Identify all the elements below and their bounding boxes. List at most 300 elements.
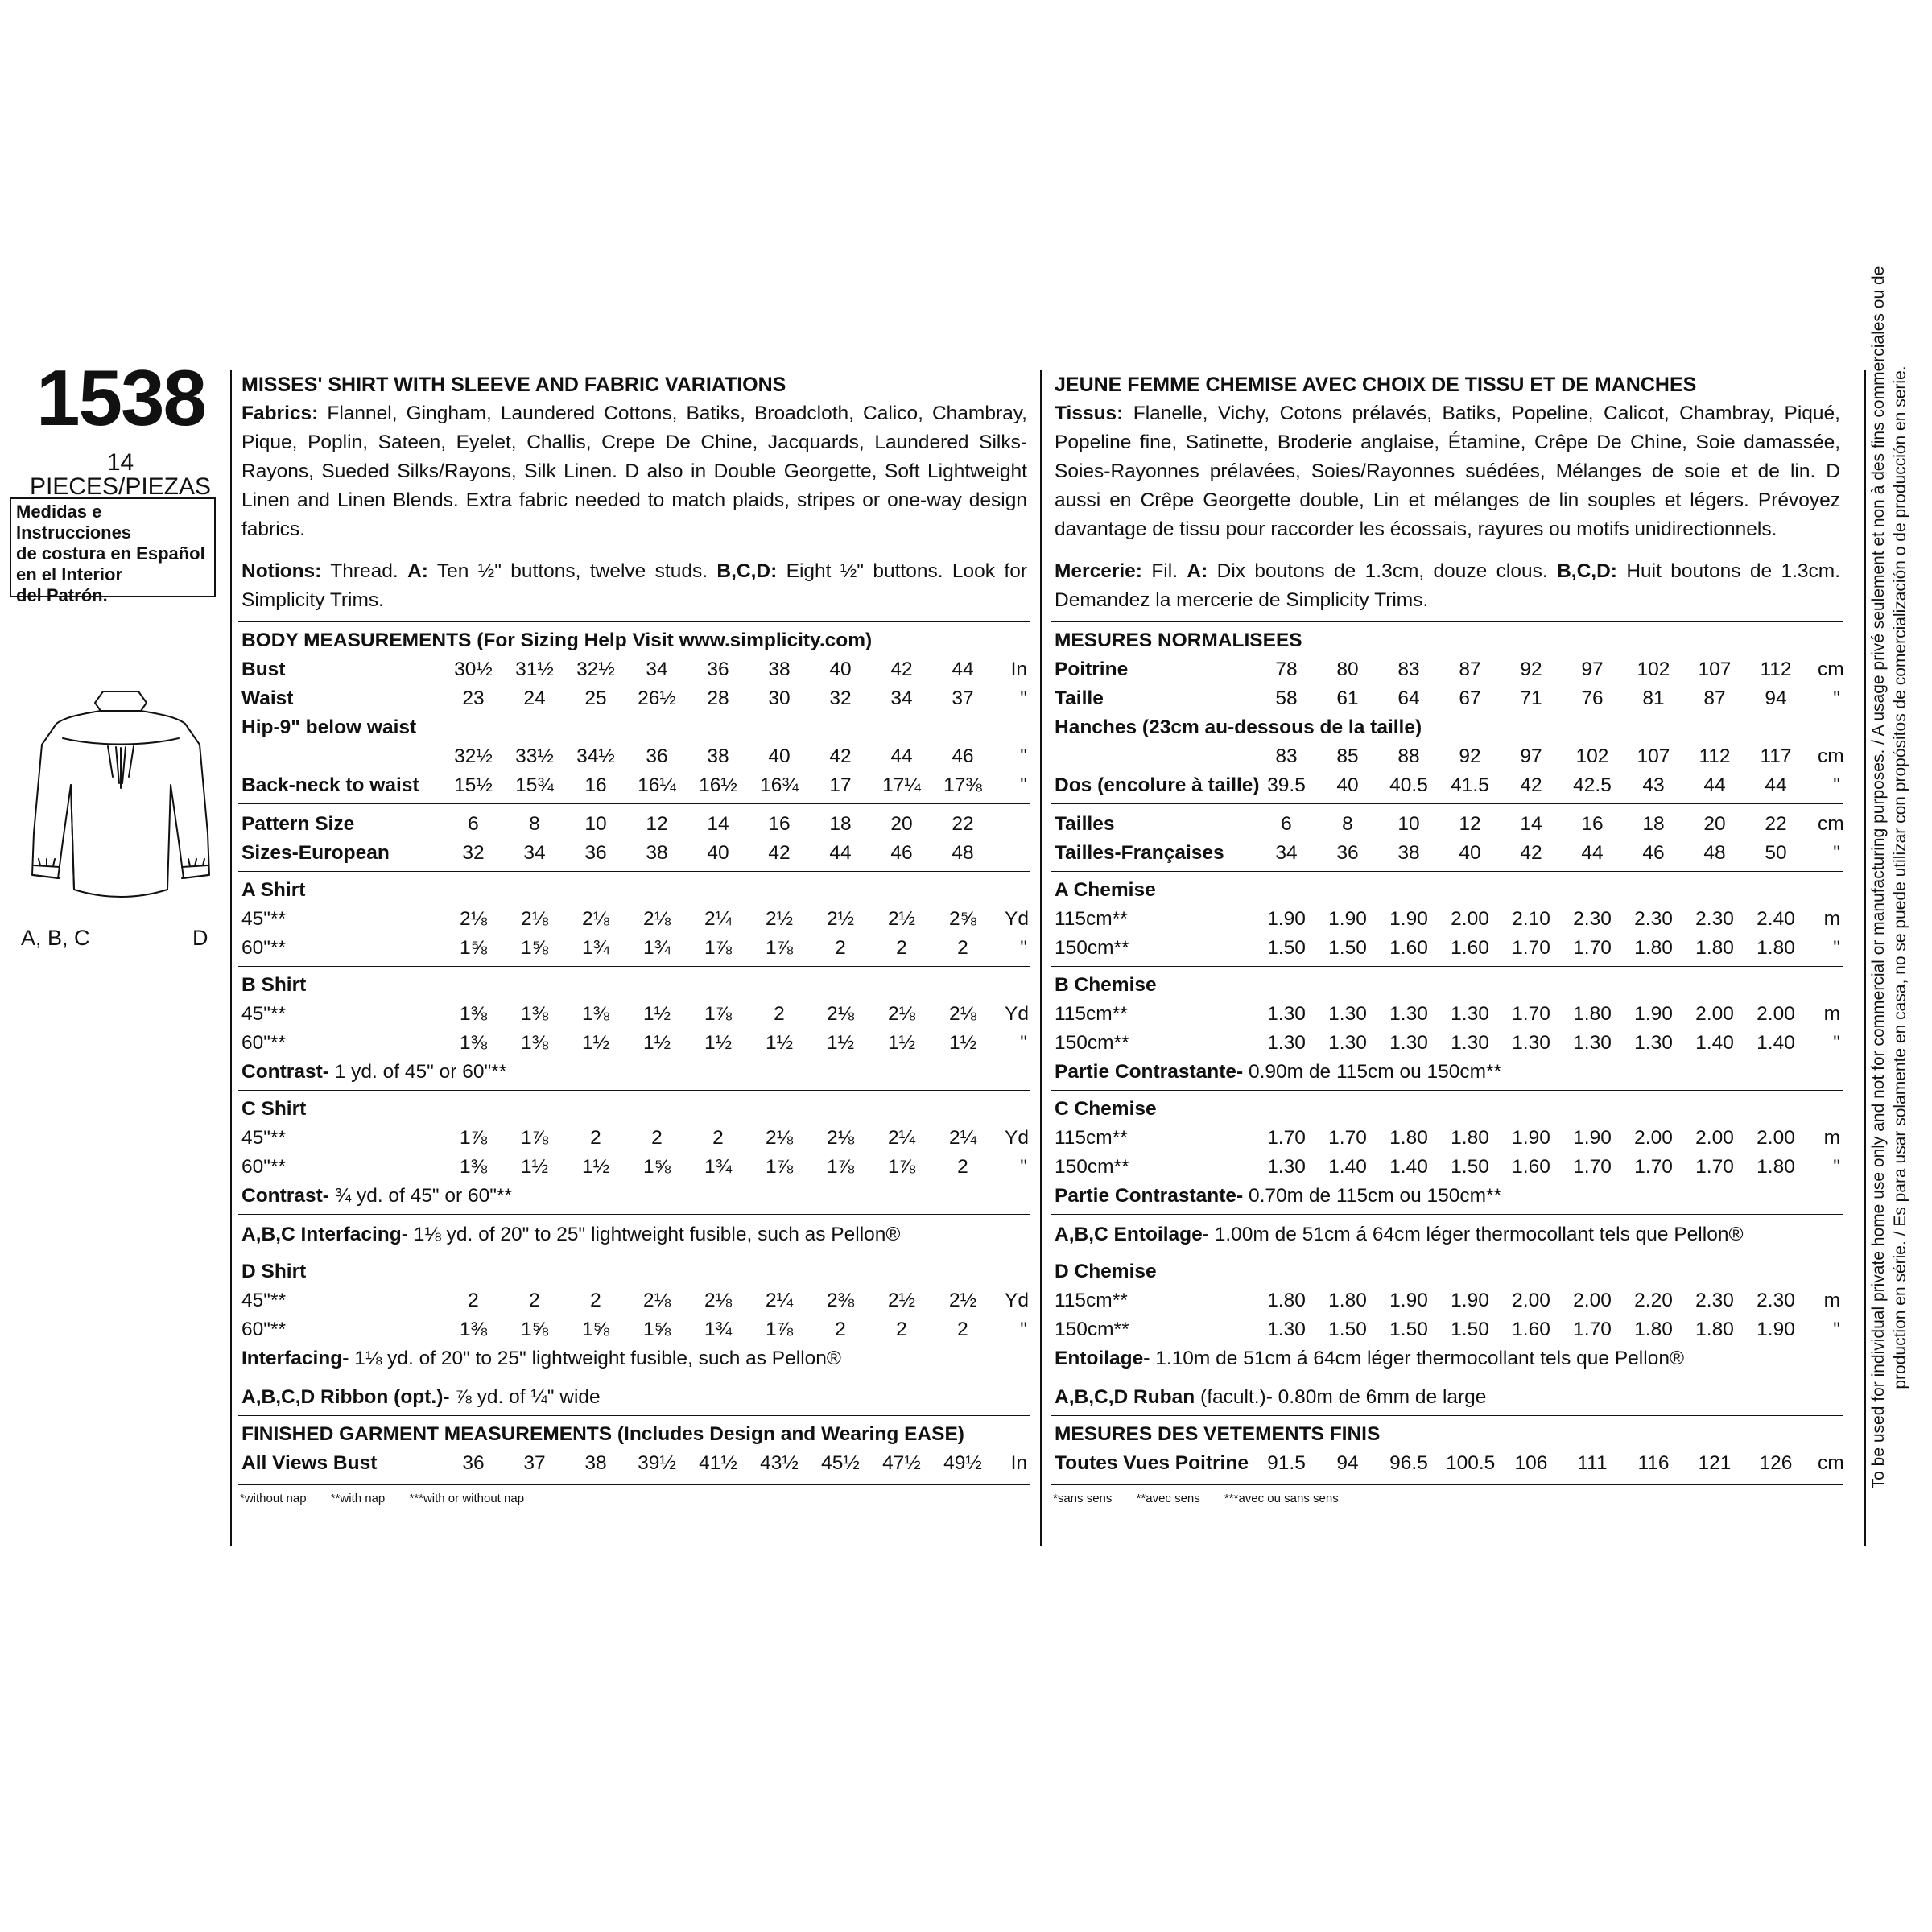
size-value-cell: 1⅝ [520, 1319, 549, 1340]
size-value-cell: 2.00 [1634, 1127, 1673, 1149]
size-value-cell: 1.30 [1267, 1032, 1306, 1054]
waist-row [1051, 684, 1843, 713]
row-label: Waist [242, 687, 294, 709]
size-value-cell: 1⅞ [765, 1319, 794, 1340]
interfacing-text: 1.10m de 51cm á 64cm léger thermocollant tels que Pellon® [1155, 1348, 1684, 1369]
size-value-cell: 43 [1642, 774, 1665, 796]
unit-label: " [1833, 937, 1840, 959]
size-value-cell: 2 [590, 1290, 601, 1311]
unit-label: In [1010, 658, 1027, 680]
size-value-cell: 2 [590, 1127, 601, 1149]
size-value-cell: 1.50 [1451, 1319, 1489, 1340]
size-value-cell: 2.00 [1757, 1003, 1795, 1025]
row-label: 60"** [242, 937, 287, 959]
size-value-cell: 1¾ [642, 937, 671, 959]
size-value-cell: 22 [1765, 813, 1787, 835]
contrast-label: Partie Contrastante- [1055, 1061, 1244, 1083]
size-value-cell: 1⅞ [765, 1156, 794, 1178]
size-value-cell: 14 [1520, 813, 1542, 835]
size-value-cell: 87 [1703, 687, 1726, 709]
size-value-cell: 36 [584, 842, 607, 864]
size-value-cell: 58 [1275, 687, 1298, 709]
yardage-row [1051, 1124, 1843, 1153]
size-value-cell: 2.00 [1695, 1003, 1734, 1025]
size-value-cell: 36 [1336, 842, 1359, 864]
size-value-cell: 1.80 [1389, 1127, 1428, 1149]
size-value-cell: 1.30 [1267, 1003, 1306, 1025]
size-value-cell: 41.5 [1451, 774, 1489, 796]
size-value-cell: 1⅝ [642, 1156, 671, 1178]
unit-label: " [1020, 1319, 1027, 1340]
section-divider [1051, 1415, 1843, 1416]
size-value-cell: 1.90 [1512, 1127, 1550, 1149]
size-value-cell: 2 [896, 1319, 907, 1340]
section-divider [1051, 1090, 1843, 1091]
size-value-cell: 2 [774, 1003, 785, 1025]
size-value-cell: 2 [896, 937, 907, 959]
size-value-cell: 20 [1703, 813, 1726, 835]
size-value-cell: 1.70 [1573, 937, 1612, 959]
contrast-note [1055, 1058, 1501, 1087]
fabrics-label: Fabrics: [242, 402, 319, 424]
notions-text: Fil. [1151, 560, 1179, 582]
unit-label: m [1823, 1003, 1840, 1025]
bust-row [238, 655, 1030, 684]
spanish-instructions-note [10, 497, 216, 605]
view-a-marker: A: [407, 560, 428, 582]
size-value-cell: 87 [1459, 658, 1481, 680]
notions-text: Eight ½" buttons. Look for Simplicity Trims. [242, 560, 1027, 611]
size-value-cell: 1⅝ [581, 1319, 610, 1340]
unit-label: Yd [1005, 1290, 1029, 1311]
size-value-cell: 64 [1397, 687, 1420, 709]
yardage-row [238, 934, 1030, 963]
size-value-cell: 92 [1459, 745, 1481, 767]
notions-paragraph [1055, 557, 1840, 615]
size-value-cell: 28 [707, 687, 729, 709]
size-value-cell: 32 [462, 842, 485, 864]
size-value-cell: 50 [1765, 842, 1787, 864]
size-value-cell: 1.60 [1512, 1156, 1550, 1178]
size-value-cell: 2 [468, 1290, 479, 1311]
row-label: Taille [1055, 687, 1104, 709]
size-value-cell: 1.80 [1695, 1319, 1734, 1340]
size-value-cell: 38 [646, 842, 668, 864]
yardage-row [238, 1029, 1030, 1058]
size-value-cell: 1.80 [1757, 937, 1795, 959]
view-d-heading: D Chemise [1055, 1261, 1157, 1282]
size-value-cell: 2½ [887, 1290, 916, 1311]
size-value-cell: 2⅛ [948, 1003, 977, 1025]
hip-label: Hanches (23cm au-dessous de la taille) [1055, 716, 1422, 738]
size-value-cell: 1.90 [1573, 1127, 1612, 1149]
size-value-cell: 42 [1520, 774, 1542, 796]
yardage-row [1051, 1286, 1843, 1315]
fabrics-paragraph [1055, 399, 1840, 544]
ribbon-text: (facult.)- 0.80m de 6mm de large [1200, 1386, 1487, 1408]
spanish-note-line: de costura en Español [16, 543, 205, 564]
size-value-cell: 2⅛ [642, 908, 671, 930]
size-value-cell: 1½ [887, 1032, 916, 1054]
size-value-cell: 2.10 [1512, 908, 1550, 930]
section-divider [238, 1484, 1030, 1485]
size-value-cell: 97 [1520, 745, 1542, 767]
size-value-cell: 1.30 [1573, 1032, 1612, 1054]
size-value-cell: 48 [952, 842, 974, 864]
yardage-row [1051, 905, 1843, 934]
section-divider [238, 871, 1030, 872]
size-value-cell: 1⅞ [520, 1127, 549, 1149]
size-value-cell: 40 [707, 842, 729, 864]
size-value-cell: 1.80 [1695, 937, 1734, 959]
section-divider [238, 966, 1030, 967]
section-divider [1051, 621, 1843, 622]
size-value-cell: 1.30 [1512, 1032, 1550, 1054]
row-label: 60"** [242, 1319, 287, 1340]
row-label: Tailles [1055, 813, 1115, 835]
usage-disclaimer: To be used for individual private home use only and not for commercial or manufacturing purposes. / A usage privé seulement et non à des fins commerciales ou de production en série. / Es para usar solamente en casa, no se puede utilizar con propósitos de comercialización o de producción en serie. [1869, 266, 1909, 1489]
size-value-cell: 112 [1760, 658, 1792, 680]
unit-label: " [1020, 687, 1027, 709]
size-value-cell: 1.80 [1634, 937, 1673, 959]
size-value-cell: 1⅜ [520, 1003, 549, 1025]
row-label: 150cm** [1055, 1319, 1129, 1340]
size-value-cell: 1.50 [1267, 937, 1306, 959]
row-label: 150cm** [1055, 1032, 1129, 1054]
size-value-cell: 44 [890, 745, 913, 767]
body-measurements-heading: BODY MEASUREMENTS (For Sizing Help Visit www.simplicity.com) [242, 630, 873, 651]
size-value-cell: 34 [646, 658, 668, 680]
back-neck-row [1051, 771, 1843, 800]
size-value-cell: 22 [952, 813, 974, 835]
size-value-cell: 2½ [948, 1290, 977, 1311]
size-value-cell: 36 [462, 1452, 485, 1474]
size-value-cell: 1½ [520, 1156, 549, 1178]
notions-paragraph [242, 557, 1027, 615]
notions-text: Dix boutons de 1.3cm, douze clous. [1216, 560, 1548, 582]
section-divider [1051, 803, 1843, 804]
row-label: Dos (encolure à taille) [1055, 774, 1260, 796]
size-value-cell: 48 [1703, 842, 1726, 864]
size-value-cell: 16¼ [638, 774, 676, 796]
size-value-cell: 36 [646, 745, 668, 767]
row-label: 60"** [242, 1032, 287, 1054]
size-value-cell: 34 [890, 687, 913, 709]
size-value-cell: 40.5 [1389, 774, 1428, 796]
size-value-cell: 37 [952, 687, 974, 709]
notions-label: Notions: [242, 560, 322, 582]
english-title: MISSES' SHIRT WITH SLEEVE AND FABRIC VARIATIONS [242, 374, 786, 396]
yardage-row [238, 1315, 1030, 1344]
view-b-heading: B Shirt [242, 974, 307, 996]
size-value-cell: 1.60 [1512, 1319, 1550, 1340]
view-d-heading: D Shirt [242, 1261, 307, 1282]
unit-label: " [1833, 1319, 1840, 1340]
size-value-cell: 2⅛ [765, 1127, 794, 1149]
size-value-cell: 126 [1759, 1452, 1793, 1474]
unit-label: " [1020, 1032, 1027, 1054]
interfacing-note [1055, 1220, 1744, 1249]
size-value-cell: 2.00 [1573, 1290, 1612, 1311]
yardage-row [238, 905, 1030, 934]
contrast-label: Contrast- [242, 1185, 329, 1207]
row-label: 45"** [242, 1290, 287, 1311]
row-label: 115cm** [1055, 1127, 1128, 1149]
size-value-cell: 1.50 [1328, 937, 1367, 959]
size-value-cell: 1.70 [1328, 1127, 1367, 1149]
size-value-cell: 37 [523, 1452, 546, 1474]
size-value-cell: 1⅜ [459, 1156, 488, 1178]
size-value-cell: 1.80 [1451, 1127, 1489, 1149]
size-value-cell: 1.90 [1757, 1319, 1795, 1340]
size-value-cell: 44 [1703, 774, 1726, 796]
row-label: 115cm** [1055, 1003, 1128, 1025]
section-divider [238, 1415, 1030, 1416]
size-value-cell: 36 [707, 658, 729, 680]
unit-label: cm [1818, 1452, 1844, 1474]
view-bcd-marker: B,C,D: [716, 560, 778, 582]
hip-row [238, 742, 1030, 771]
size-value-cell: 76 [1581, 687, 1604, 709]
size-value-cell: 106 [1514, 1452, 1548, 1474]
size-value-cell: 1.50 [1328, 1319, 1367, 1340]
size-value-cell: 102 [1575, 745, 1609, 767]
size-value-cell: 2⅛ [642, 1290, 671, 1311]
size-value-cell: 42.5 [1573, 774, 1612, 796]
row-label: Toutes Vues Poitrine [1055, 1452, 1249, 1474]
footnote: ***with or without nap [409, 1492, 525, 1505]
size-value-cell: 2 [835, 1319, 846, 1340]
row-label: Tailles-Françaises [1055, 842, 1224, 864]
size-value-cell: 100.5 [1446, 1452, 1496, 1474]
size-value-cell: 107 [1698, 658, 1732, 680]
size-value-cell: 2⅛ [520, 908, 549, 930]
view-label-d: D [192, 926, 208, 950]
size-value-cell: 1.40 [1389, 1156, 1428, 1178]
size-value-cell: 2¼ [765, 1290, 794, 1311]
size-value-cell: 1½ [642, 1003, 671, 1025]
contrast-label: Contrast- [242, 1061, 329, 1083]
notions-text: Ten ½" buttons, twelve studs. [436, 560, 708, 582]
size-value-cell: 30½ [454, 658, 493, 680]
size-value-cell: 1¾ [581, 937, 610, 959]
size-value-cell: 2¼ [948, 1127, 977, 1149]
size-value-cell: 1½ [948, 1032, 977, 1054]
size-value-cell: 44 [952, 658, 974, 680]
yardage-row [1051, 934, 1843, 963]
bust-row [1051, 655, 1843, 684]
size-value-cell: 1½ [642, 1032, 671, 1054]
row-label: Back-neck to waist [242, 774, 419, 796]
size-value-cell: 112 [1699, 745, 1731, 767]
size-value-cell: 2⅛ [826, 1127, 855, 1149]
size-value-cell: 47½ [882, 1452, 921, 1474]
section-divider [1051, 871, 1843, 872]
yardage-row [238, 1153, 1030, 1182]
yardage-row [238, 1000, 1030, 1029]
size-value-cell: 1⅜ [459, 1032, 488, 1054]
size-value-cell: 1⅞ [765, 937, 794, 959]
size-value-cell: 2 [957, 1156, 968, 1178]
hip-row [1051, 742, 1843, 771]
size-value-cell: 2 [529, 1290, 540, 1311]
size-value-cell: 1.30 [1328, 1032, 1367, 1054]
size-value-cell: 81 [1642, 687, 1665, 709]
size-value-cell: 46 [890, 842, 913, 864]
interfacing-note [242, 1344, 841, 1373]
size-value-cell: 61 [1336, 687, 1359, 709]
size-value-cell: 1.70 [1573, 1319, 1612, 1340]
size-value-cell: 40 [1336, 774, 1359, 796]
size-value-cell: 17⅜ [943, 774, 982, 796]
contrast-text: 1 yd. of 45" or 60"** [334, 1061, 507, 1083]
size-value-cell: 2.30 [1695, 908, 1734, 930]
size-value-cell: 1.30 [1389, 1003, 1428, 1025]
size-value-cell: 16 [768, 813, 791, 835]
ribbon-label: A,B,C,D Ribbon (opt.)- [242, 1386, 450, 1408]
view-label-abc: A, B, C [21, 926, 90, 950]
fabrics-text: Flannel, Gingham, Laundered Cottons, Batiks, Broadcloth, Calico, Chambray, Pique, Poplin, Sateen, Eyelet, Challis, Crepe De Chine, Jacquards, Laundered Silks-Rayons, Sueded Silks/Rayons, Silk Linen. D also in Double Georgette, Soft Lightweight Linen and Linen Blends. Extra fabric needed to match plaids, stripes or one-way design fabrics. [242, 402, 1027, 540]
ribbon-note [1055, 1383, 1486, 1412]
size-value-cell: 94 [1336, 1452, 1359, 1474]
ribbon-text: ⅞ yd. of ¼" wide [455, 1386, 601, 1408]
size-value-cell: 1½ [704, 1032, 733, 1054]
size-value-cell: 1.70 [1634, 1156, 1673, 1178]
size-value-cell: 1⅞ [704, 1003, 733, 1025]
size-value-cell: 33½ [515, 745, 554, 767]
size-value-cell: 41½ [699, 1452, 737, 1474]
size-value-cell: 83 [1275, 745, 1298, 767]
size-value-cell: 116 [1637, 1452, 1670, 1474]
size-value-cell: 2⅛ [826, 1003, 855, 1025]
section-divider [238, 1214, 1030, 1215]
size-value-cell: 2¼ [887, 1127, 916, 1149]
yardage-row [1051, 1153, 1843, 1182]
size-value-cell: 24 [523, 687, 546, 709]
size-value-cell: 17¼ [882, 774, 921, 796]
interfacing-label: Entoilage- [1055, 1348, 1150, 1369]
size-value-cell: 39.5 [1267, 774, 1306, 796]
contrast-note [242, 1182, 512, 1211]
size-value-cell: 1.70 [1695, 1156, 1734, 1178]
row-label: Poitrine [1055, 658, 1129, 680]
size-value-cell: 20 [890, 813, 913, 835]
size-value-cell: 1¾ [704, 1156, 733, 1178]
spanish-note-line: del Patrón. [16, 585, 108, 605]
pattern-size-row [1051, 810, 1843, 839]
size-value-cell: 34 [523, 842, 546, 864]
size-value-cell: 1.30 [1267, 1319, 1306, 1340]
body-measurements-heading: MESURES NORMALISEES [1055, 630, 1302, 651]
size-value-cell: 38 [584, 1452, 607, 1474]
interfacing-note [1055, 1344, 1684, 1373]
size-value-cell: 44 [829, 842, 852, 864]
size-value-cell: 26½ [638, 687, 676, 709]
size-value-cell: 1¾ [704, 1319, 733, 1340]
size-value-cell: 32 [829, 687, 852, 709]
size-value-cell: 1.30 [1634, 1032, 1673, 1054]
size-value-cell: 111 [1577, 1452, 1608, 1474]
fabrics-label: Tissus: [1055, 402, 1124, 424]
size-value-cell: 17 [829, 774, 852, 796]
row-label: Pattern Size [242, 813, 355, 835]
size-value-cell: 1.40 [1328, 1156, 1367, 1178]
size-value-cell: 25 [584, 687, 607, 709]
unit-label: Yd [1005, 1127, 1029, 1149]
contrast-note [1055, 1182, 1501, 1211]
size-value-cell: 1.90 [1328, 908, 1367, 930]
size-value-cell: 15½ [454, 774, 493, 796]
size-value-cell: 2 [651, 1127, 663, 1149]
size-value-cell: 1.90 [1634, 1003, 1673, 1025]
size-value-cell: 10 [584, 813, 607, 835]
size-value-cell: 2 [957, 937, 968, 959]
size-value-cell: 2.00 [1512, 1290, 1550, 1311]
size-value-cell: 18 [1642, 813, 1665, 835]
size-value-cell: 45½ [821, 1452, 860, 1474]
unit-label: Yd [1005, 908, 1029, 930]
size-value-cell: 1.70 [1267, 1127, 1306, 1149]
size-value-cell: 44 [1765, 774, 1787, 796]
size-value-cell: 1½ [765, 1032, 794, 1054]
size-value-cell: 38 [1397, 842, 1420, 864]
unit-label: " [1833, 687, 1840, 709]
size-value-cell: 2½ [826, 908, 855, 930]
size-value-cell: 42 [768, 842, 791, 864]
row-label: 150cm** [1055, 937, 1129, 959]
size-value-cell: 10 [1397, 813, 1420, 835]
size-value-cell: 1.40 [1757, 1032, 1795, 1054]
yardage-row [1051, 1029, 1843, 1058]
unit-label: m [1823, 1127, 1840, 1149]
size-value-cell: 1.50 [1451, 1156, 1489, 1178]
row-label: 60"** [242, 1156, 287, 1178]
spanish-note-line: Medidas e Instrucciones [16, 502, 132, 543]
size-value-cell: 1.70 [1512, 1003, 1550, 1025]
size-value-cell: 1.80 [1328, 1290, 1367, 1311]
row-label: 150cm** [1055, 1156, 1129, 1178]
size-value-cell: 1.50 [1389, 1319, 1428, 1340]
size-value-cell: 94 [1765, 687, 1787, 709]
size-value-cell: 2¼ [704, 908, 733, 930]
unit-label: " [1020, 745, 1027, 767]
size-value-cell: 2⅛ [581, 908, 610, 930]
size-value-cell: 15¾ [515, 774, 554, 796]
size-value-cell: 1⅝ [459, 937, 488, 959]
contrast-text: ¾ yd. of 45" or 60"** [334, 1185, 513, 1207]
size-value-cell: 40 [768, 745, 791, 767]
french-sizes-row [1051, 839, 1843, 868]
size-value-cell: 2.30 [1573, 908, 1612, 930]
size-value-cell: 1.90 [1389, 1290, 1428, 1311]
spanish-note-line: en el Interior [16, 564, 123, 584]
view-b-heading: B Chemise [1055, 974, 1157, 996]
yardage-row [238, 1286, 1030, 1315]
interfacing-label: A,B,C Entoilage- [1055, 1224, 1209, 1245]
size-value-cell: 38 [768, 658, 791, 680]
footnote: *without nap [240, 1492, 307, 1505]
yardage-row [1051, 1000, 1843, 1029]
size-value-cell: 8 [529, 813, 540, 835]
size-value-cell: 2.40 [1757, 908, 1795, 930]
size-value-cell: 1.80 [1573, 1003, 1612, 1025]
unit-label: cm [1818, 658, 1844, 680]
unit-label: In [1010, 1452, 1027, 1474]
size-value-cell: 1.30 [1328, 1003, 1367, 1025]
size-value-cell: 2.00 [1451, 908, 1489, 930]
section-divider [238, 1090, 1030, 1091]
size-value-cell: 39½ [638, 1452, 676, 1474]
